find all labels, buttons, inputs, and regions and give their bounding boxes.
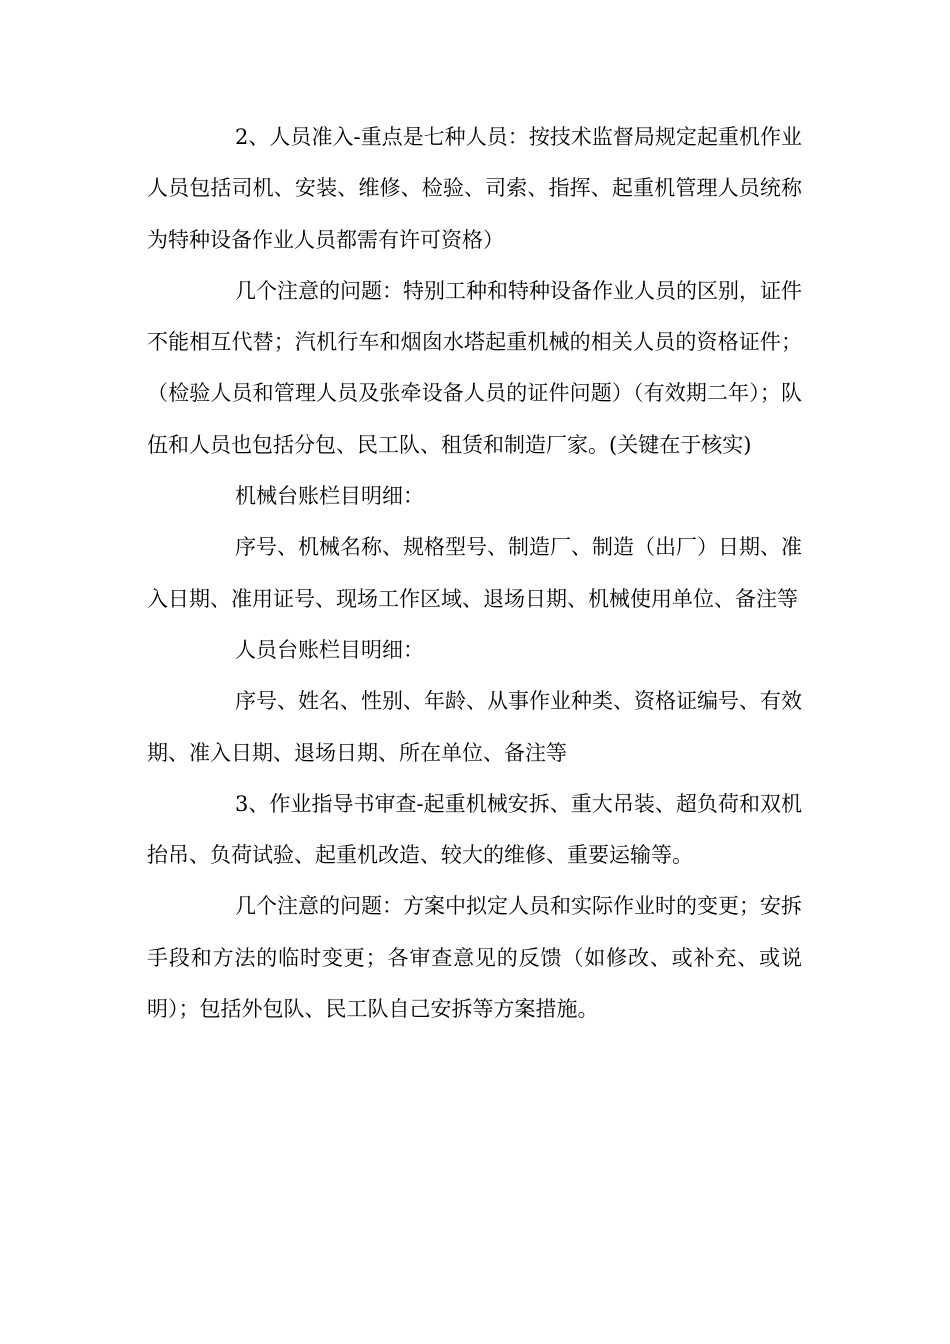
paragraph-work-instruction-review: 3、作业指导书审查-起重机械安拆、重大吊装、超负荷和双机抬吊、负荷试验、起重机改造、较大的维修、重要运输等。 — [147, 791, 802, 868]
paragraph-personnel-notes: 几个注意的问题：特别工种和特种设备作业人员的区别，证件不能相互代替；汽机行车和烟囱水塔起重机械的相关人员的资格证件；（检验人员和管理人员及张牵设备人员的证件问题）（有效期二年）；队伍和人员也包括分包、民工队、租赁和制造厂家。(关键在于核实) — [147, 278, 802, 457]
paragraph-personnel-ledger-heading: 人员台账栏目明细： — [235, 637, 424, 662]
paragraph-machine-ledger-fields: 序号、机械名称、规格型号、制造厂、制造（出厂）日期、准入日期、准用证号、现场工作区域、退场日期、机械使用单位、备注等 — [147, 535, 802, 611]
paragraph-work-instruction-notes: 几个注意的问题：方案中拟定人员和实际作业时的变更；安拆手段和方法的临时变更；各审查意见的反馈（如修改、或补充、或说明）；包括外包队、民工队自己安拆等方案措施。 — [147, 894, 802, 1022]
paragraph-personnel-access: 2、人员准入-重点是七种人员：按技术监督局规定起重机作业人员包括司机、安装、维修、检验、司索、指挥、起重机管理人员统称为特种设备作业人员都需有许可资格） — [147, 125, 802, 252]
paragraph-machine-ledger-heading: 机械台账栏目明细： — [235, 484, 424, 509]
document-body — [147, 112, 802, 1035]
paragraph-personnel-ledger-fields: 序号、姓名、性别、年龄、从事作业种类、资格证编号、有效期、准入日期、退场日期、所在单位、备注等 — [147, 689, 802, 765]
